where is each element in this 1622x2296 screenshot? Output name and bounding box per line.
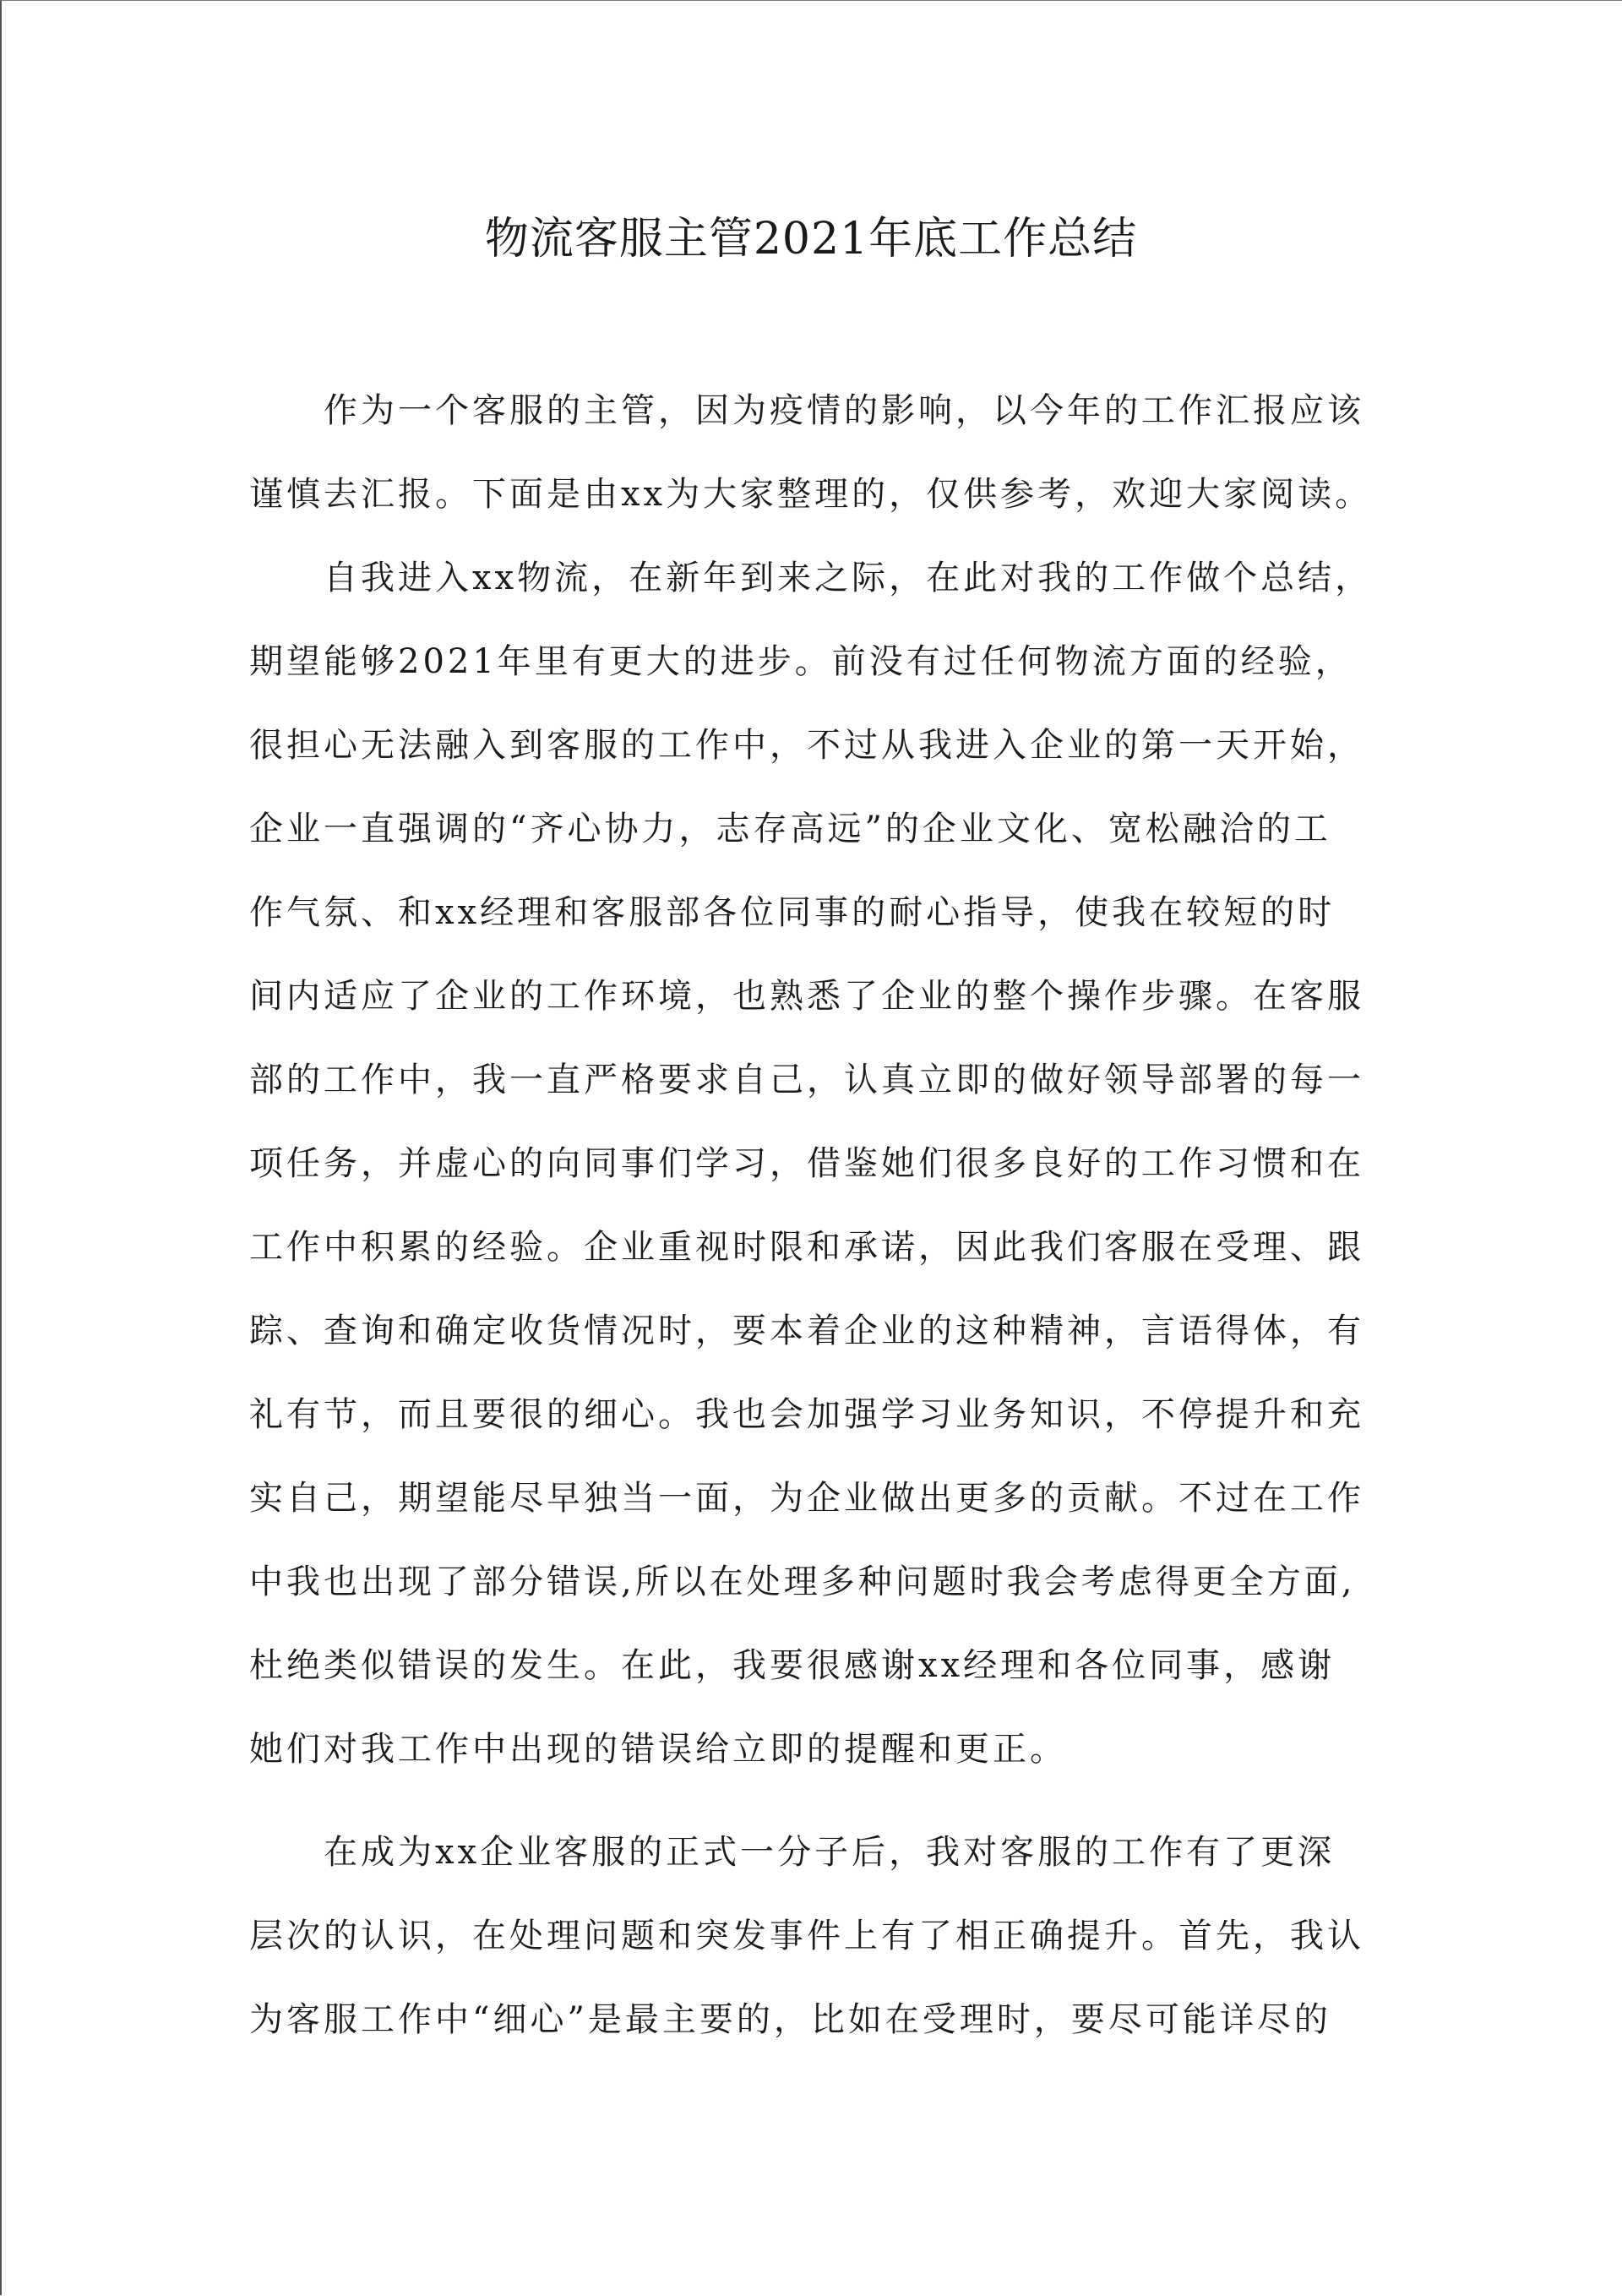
text-line-18: 在成为xx企业客服的正式一分子后，我对客服的工作有了更深 xyxy=(324,1833,1336,1872)
text-line-6: 企业一直强调的“齐心协力，志存高远”的企业文化、宽松融洽的工 xyxy=(249,810,1331,848)
text-line-17: 她们对我工作中出现的错误给立即的提醒和更正。 xyxy=(249,1730,1067,1769)
text-line-9: 部的工作中，我一直严格要求自己，认真立即的做好领导部署的每一 xyxy=(249,1061,1364,1099)
text-line-14: 实自己，期望能尽早独当一面，为企业做出更多的贡献。不过在工作 xyxy=(249,1479,1364,1518)
text-line-20: 为客服工作中“细心”是最主要的，比如在受理时，要尽可能详尽的 xyxy=(249,2000,1331,2039)
text-line-16: 杜绝类似错误的发生。在此，我要很感谢xx经理和各位同事，感谢 xyxy=(249,1646,1336,1685)
text-line-4: 期望能够2021年里有更大的进步。前没有过任何物流方面的经验， xyxy=(249,642,1353,681)
text-line-15: 中我也出现了部分错误,所以在处理多种问题时我会考虑得更全方面, xyxy=(249,1562,1356,1601)
text-line-19: 层次的认识，在处理问题和突发事件上有了相正确提升。首先，我认 xyxy=(249,1917,1364,1955)
text-line-1: 作为一个客服的主管，因为疫情的影响，以今年的工作汇报应该 xyxy=(324,391,1364,430)
text-line-10: 项任务，并虚心的向同事们学习，借鉴她们很多良好的工作习惯和在 xyxy=(249,1144,1364,1183)
text-line-2: 谨慎去汇报。下面是由xx为大家整理的，仅供参考，欢迎大家阅读。 xyxy=(249,475,1373,514)
text-line-7: 作气氛、和xx经理和客服部各位同事的耐心指导，使我在较短的时 xyxy=(249,893,1336,932)
text-line-11: 工作中积累的经验。企业重视时限和承诺，因此我们客服在受理、跟 xyxy=(249,1228,1364,1267)
text-line-13: 礼有节，而且要很的细心。我也会加强学习业务知识，不停提升和充 xyxy=(249,1395,1364,1434)
text-line-5: 很担心无法融入到客服的工作中，不过从我进入企业的第一天开始， xyxy=(249,726,1364,765)
text-line-8: 间内适应了企业的工作环境，也熟悉了企业的整个操作步骤。在客服 xyxy=(249,977,1364,1016)
text-line-12: 踪、查询和确定收货情况时，要本着企业的这种精神，言语得体，有 xyxy=(249,1312,1364,1350)
text-line-3: 自我进入xx物流，在新年到来之际，在此对我的工作做个总结， xyxy=(324,559,1373,597)
document-title: 物流客服主管2021年底工作总结 xyxy=(484,214,1138,265)
